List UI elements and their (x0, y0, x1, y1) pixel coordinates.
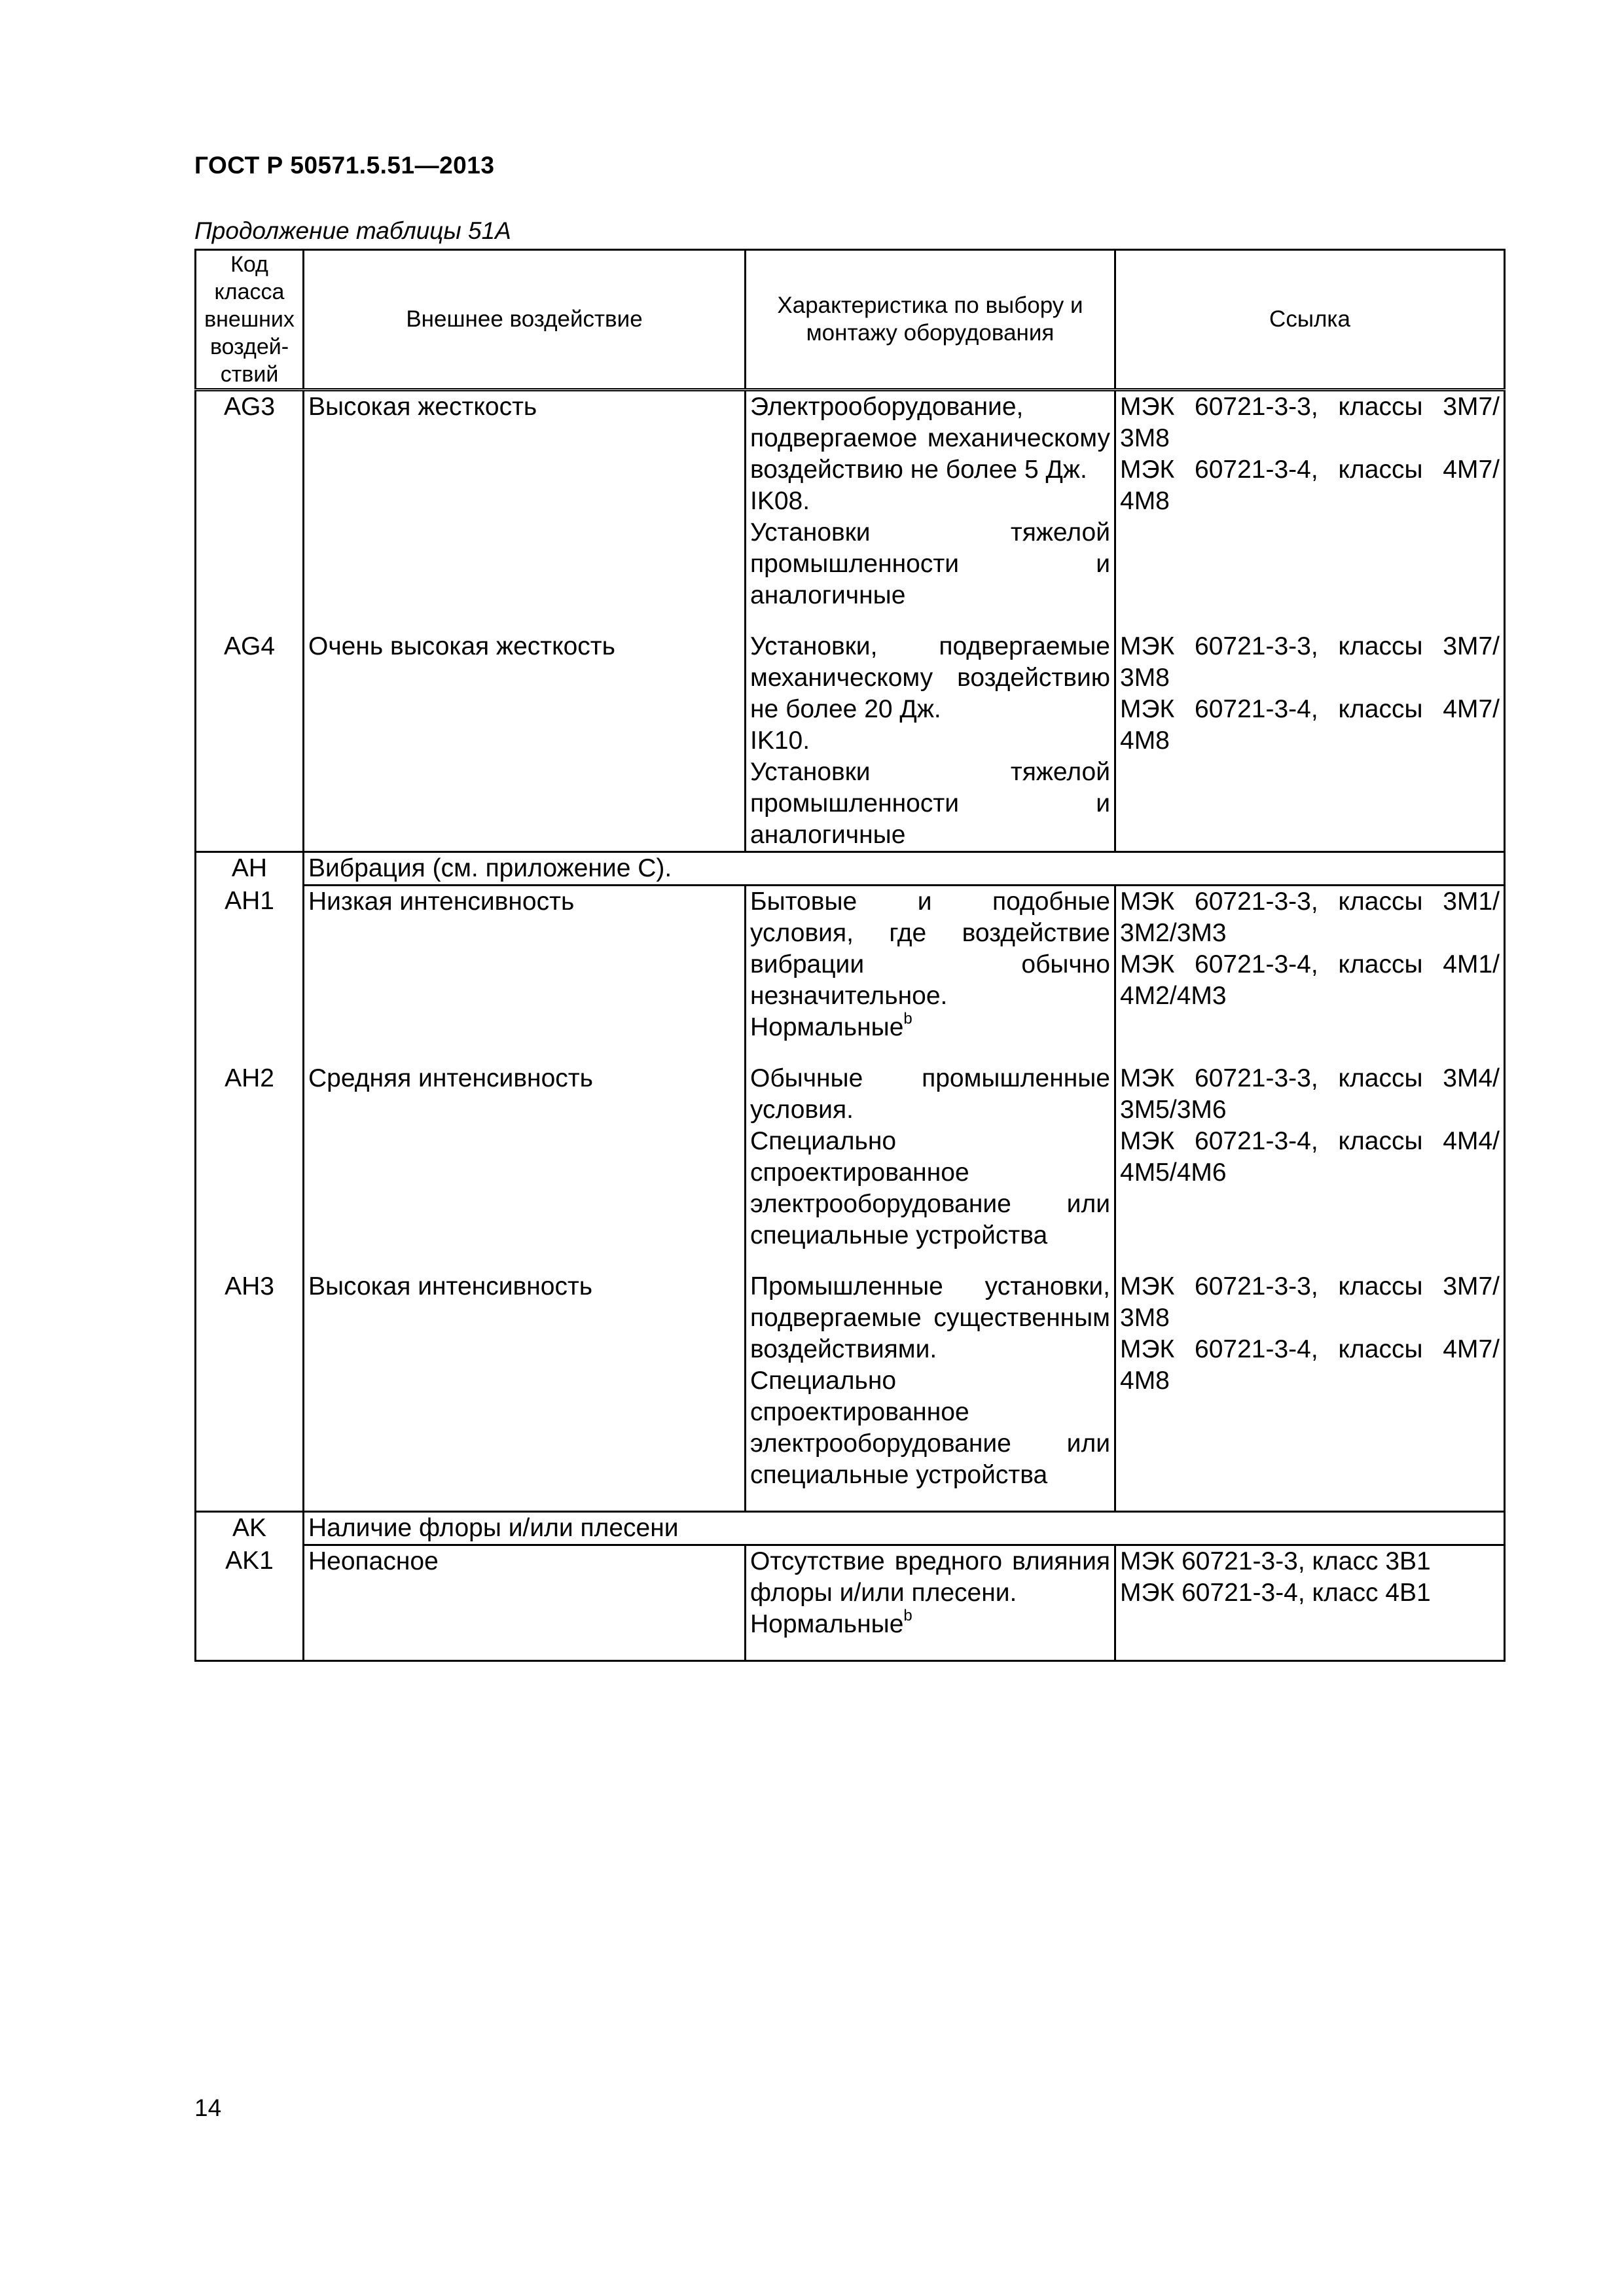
cell-code: AG3 (196, 390, 304, 632)
classification-table (194, 249, 1506, 1662)
table-row-ah3 (196, 1271, 1505, 1512)
cell-influence: Средняя интенсивность (304, 1063, 746, 1271)
footnote-mark: b (903, 1010, 912, 1028)
cell-influence: Низкая интенсивность (304, 886, 746, 1064)
cell-characteristic: Установки, подвергаемые механическому воздействию не более 20 Дж. IK10. Установки тяжелой промышленности и аналогичные (746, 631, 1115, 852)
header-characteristic: Характеристика по выбору и монтажу оборудования (746, 250, 1115, 390)
group-row-ah (196, 852, 1505, 886)
document-header: ГОСТ Р 50571.5.51—2013 (194, 152, 495, 179)
cell-code: AH (196, 852, 304, 886)
cell-code: AK (196, 1512, 304, 1545)
cell-reference: МЭК 60721-3-3, классы 3M4/ 3M5/3M6 МЭК 60721-3-4, классы 4M4/ 4M5/4M6 (1115, 1063, 1505, 1271)
table-caption: Продолжение таблицы 51А (194, 217, 511, 244)
cell-characteristic: Обычные промышленные условия. Специально спроектированное электрооборудование или специальные устройства (746, 1063, 1115, 1271)
cell-reference: МЭК 60721-3-3, классы 3M7/ 3M8 МЭК 60721-3-4, классы 4M7/ 4M8 (1115, 631, 1505, 852)
cell-reference: МЭК 60721-3-3, класс 3B1 МЭК 60721-3-4, класс 4B1 (1115, 1545, 1505, 1661)
cell-reference: МЭК 60721-3-3, классы 3M7/ 3M8 МЭК 60721-3-4, классы 4M7/ 4M8 (1115, 390, 1505, 632)
note-text: Нормальные (750, 1610, 904, 1638)
cell-influence: Высокая жесткость (304, 390, 746, 632)
cell-influence: Неопасное (304, 1545, 746, 1661)
cell-code: AK1 (196, 1545, 304, 1661)
table-header-row (196, 250, 1505, 390)
table-row-ak1 (196, 1545, 1505, 1661)
cell-influence: Очень высокая жесткость (304, 631, 746, 852)
cell-code: AH2 (196, 1063, 304, 1271)
cell-influence: Высокая интенсивность (304, 1271, 746, 1512)
cell-code: AH1 (196, 886, 304, 1064)
cell-characteristic: Промышленные установки, подвергаемые существенным воздействиями. Специально спроектированное электрооборудование или специальные устройства (746, 1271, 1115, 1512)
table-row-ag3 (196, 390, 1505, 632)
header-code: Код класса внешних воздей- ствий (196, 250, 304, 390)
cell-characteristic: Бытовые и подобные условия, где воздействие вибрации обычно незначительное. Нормальные$^b$ (746, 886, 1115, 1064)
cell-code: AG4 (196, 631, 304, 852)
header-reference: Ссылка (1115, 250, 1505, 390)
table-row-ah2 (196, 1063, 1505, 1271)
cell-characteristic: Отсутствие вредного влияния флоры и/или плесени. Нормальные$^b$ (746, 1545, 1115, 1661)
group-title: Наличие флоры и/или плесени (304, 1512, 1505, 1545)
header-influence: Внешнее воздействие (304, 250, 746, 390)
cell-reference: МЭК 60721-3-3, классы 3M1/ 3M2/3M3 МЭК 60721-3-4, классы 4M1/ 4M2/4M3 (1115, 886, 1505, 1064)
note-text: Нормальные (750, 1013, 904, 1041)
cell-characteristic: Электрооборудование, подвергаемое механическому воздействию не более 5 Дж. IK08. Установки тяжелой промышленности и аналогичные (746, 390, 1115, 632)
table-row-ag4 (196, 631, 1505, 852)
footnote-mark: b (903, 1607, 912, 1624)
page-number: 14 (194, 2094, 222, 2121)
cell-reference: МЭК 60721-3-3, классы 3M7/ 3M8 МЭК 60721-3-4, классы 4M7/ 4M8 (1115, 1271, 1505, 1512)
group-title: Вибрация (см. приложение С). (304, 852, 1505, 886)
cell-code: AH3 (196, 1271, 304, 1512)
group-row-ak (196, 1512, 1505, 1545)
table-row-ah1 (196, 886, 1505, 1064)
